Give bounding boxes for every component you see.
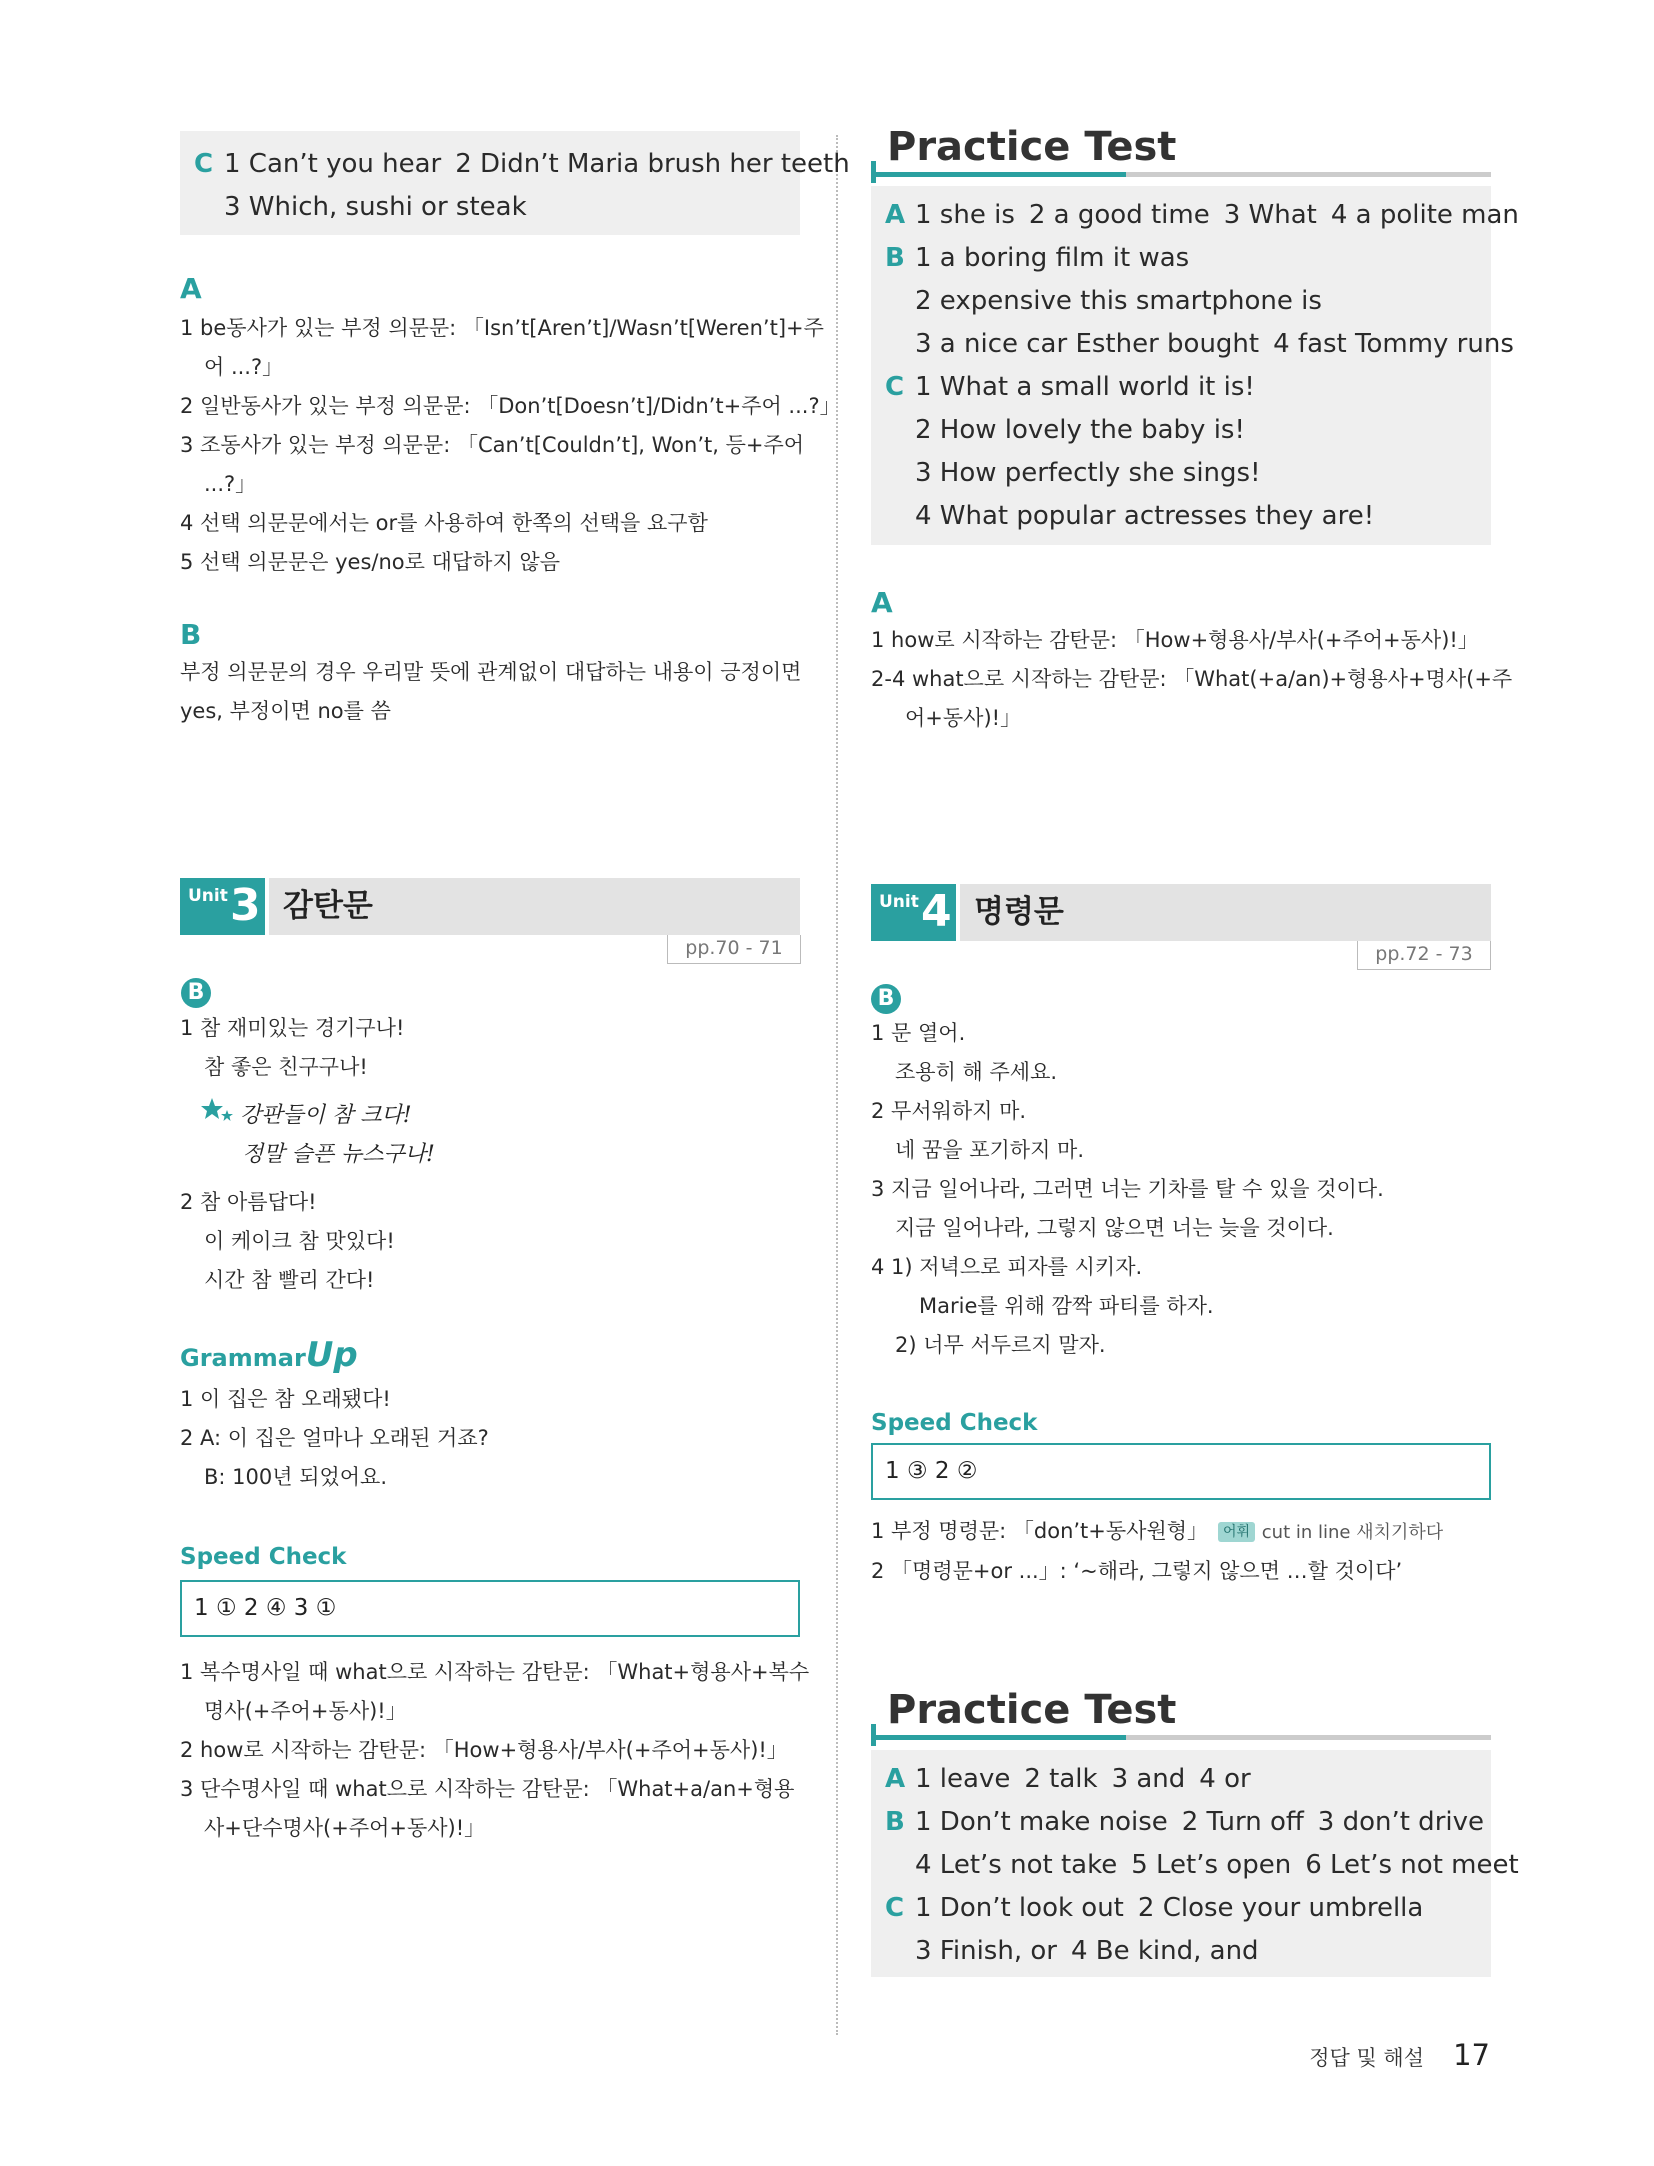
unit-page-range: pp.72 - 73	[1357, 941, 1491, 970]
grammar-up-suffix: Up	[305, 1335, 358, 1375]
vocab-tag: 어휘	[1218, 1522, 1255, 1542]
unit-title-bar	[269, 878, 800, 935]
unit-title: 감탄문	[283, 888, 373, 924]
answer-item: 3 What	[1223, 200, 1317, 230]
tip-line: 정말 슬픈 뉴스구나!	[242, 1142, 435, 1167]
explanation-line: 5 선택 의문문은 yes/no로 대답하지 않음	[180, 550, 560, 574]
explanation-line: 4 선택 의문문에서는 or를 사용하여 한쪽의 선택을 요구함	[180, 511, 708, 535]
explanation-line: 2-4 what으로 시작하는 감탄문: 「What(+a/an)+형용사+명사(+주	[871, 667, 1513, 691]
answer-label: A	[885, 200, 906, 230]
answer-row	[885, 323, 1514, 366]
translation-line: 2) 너무 서두르지 말자.	[895, 1333, 1106, 1357]
translation-line: 이 케이크 참 맛있다!	[204, 1229, 395, 1253]
unit-page-range: pp.70 - 71	[667, 935, 801, 964]
translation-line: B: 100년 되었어요.	[204, 1465, 388, 1489]
answer-item: 6 Let’s not meet	[1305, 1850, 1519, 1880]
unit-title: 명령문	[974, 894, 1064, 930]
answer-item: 3 How perfectly she sings!	[915, 458, 1261, 488]
unit-badge	[871, 884, 956, 941]
answer-row	[885, 237, 1491, 280]
heading-underline	[871, 172, 1491, 177]
section-letter: A	[871, 586, 893, 619]
answer-label: B	[885, 243, 905, 273]
unit-title-bar	[960, 884, 1491, 941]
answer-item: 2 Close your umbrella	[1137, 1893, 1424, 1923]
unit-4-header	[871, 884, 1491, 941]
answer-item: 4 fast Tommy runs	[1273, 329, 1514, 359]
explanation-line: 2 how로 시작하는 감탄문: 「How+형용사/부사(+주어+동사)!」	[180, 1738, 788, 1762]
page-number: 17	[1453, 2038, 1490, 2072]
answer-row	[885, 280, 1491, 323]
translation-line: 네 꿈을 포기하지 마.	[895, 1138, 1084, 1162]
explanation-text: 1 부정 명령문: 「don’t+동사원형」	[871, 1519, 1209, 1543]
section-b-badge: B	[181, 978, 211, 1008]
explanation-line: yes, 부정이면 no를 씀	[180, 699, 391, 723]
heading-underline	[871, 1735, 1491, 1740]
section-b-badge: B	[871, 984, 901, 1014]
answer-item: 2 a good time	[1028, 200, 1210, 230]
unit-number: 4	[921, 886, 952, 937]
answer-item: 4 a polite man	[1330, 200, 1519, 230]
answer-row	[885, 1930, 1491, 1973]
tip-lines	[240, 1096, 800, 1174]
answer-item: 4 Let’s not take	[915, 1850, 1118, 1880]
unit-badge	[180, 878, 265, 935]
explanation-a-section	[180, 272, 841, 582]
answer-row	[885, 495, 1491, 538]
answer-row	[885, 1844, 1519, 1887]
practice-test-2-heading	[871, 1688, 1491, 1740]
translation-line: Marie를 위해 깜짝 파티를 하자.	[919, 1294, 1214, 1318]
translation-line: 참 좋은 친구구나!	[204, 1055, 368, 1079]
answer-item: 2 expensive this smartphone is	[915, 286, 1322, 316]
unit-3-b-lines-2	[180, 1183, 800, 1300]
translation-line: 2 참 아름답다!	[180, 1190, 317, 1214]
answer-item: 1 Don’t look out	[915, 1893, 1124, 1923]
translation-line: 조용히 해 주세요.	[895, 1060, 1058, 1084]
explanation-b-section	[180, 618, 820, 731]
answer-item: 3 a nice car Esther bought	[915, 329, 1260, 359]
grammar-up-heading	[180, 1335, 358, 1375]
heading-tick	[871, 1724, 876, 1746]
unit-word: Unit	[188, 886, 228, 906]
answer-row	[885, 366, 1491, 409]
explanation-line: 어+동사)!」	[905, 706, 1022, 730]
answer-item: 3 and	[1111, 1764, 1186, 1794]
answer-item: 1 leave	[915, 1764, 1011, 1794]
answer-row	[885, 194, 1519, 237]
speed-check-explanations	[871, 1512, 1511, 1591]
answer-row	[885, 452, 1491, 495]
answer-label: C	[194, 149, 214, 179]
explanation-line: 3 단수명사일 때 what으로 시작하는 감탄문: 「What+a/an+형용	[180, 1777, 795, 1801]
answer-label: A	[885, 1764, 906, 1794]
translation-line: 4 1) 저녁으로 피자를 시키자.	[871, 1255, 1143, 1279]
translation-line: 3 지금 일어나라, 그러면 너는 기차를 탈 수 있을 것이다.	[871, 1177, 1384, 1201]
practice-test-2-answers	[871, 1750, 1519, 1977]
answer-item: 2 talk	[1024, 1764, 1098, 1794]
section-letter: B	[180, 618, 202, 651]
heading-tick	[871, 161, 876, 183]
answer-item: 3 Finish, or	[915, 1936, 1057, 1966]
answer-item: 3 don’t drive	[1317, 1807, 1484, 1837]
page-footer	[1309, 2038, 1490, 2072]
translation-line: 1 참 재미있는 경기구나!	[180, 1016, 405, 1040]
answer-item: 4 What popular actresses they are!	[915, 501, 1375, 531]
answer-item: 2 How lovely the baby is!	[915, 415, 1245, 445]
explanation-line: 3 조동사가 있는 부정 의문문: 「Can’t[Couldn’t], Won’t, 등+주어	[180, 433, 805, 457]
speed-check-label: Speed Check	[180, 1544, 347, 1570]
speed-check-label: Speed Check	[871, 1410, 1038, 1436]
answer-label: B	[885, 1807, 905, 1837]
explanation-line: 어 ...?」	[204, 355, 284, 379]
practice-test-title: Practice Test	[887, 1687, 1177, 1733]
explanation-line	[871, 1512, 1511, 1552]
answer-item: 2 Didn’t Maria brush her teeth	[455, 149, 850, 179]
translation-line: 1 문 열어.	[871, 1021, 966, 1045]
answer-item: 1 she is	[915, 200, 1015, 230]
answer-row	[194, 143, 850, 186]
answer-label: C	[885, 1893, 905, 1923]
unit-3-header	[180, 878, 800, 935]
answer-item: 5 Let’s open	[1131, 1850, 1292, 1880]
explanation-line: 2 「명령문+or ...」: ‘~해라, 그렇지 않으면 …할 것이다’	[871, 1559, 1403, 1583]
section-letter: A	[180, 272, 202, 305]
explanation-line: 1 how로 시작하는 감탄문: 「How+형용사/부사(+주어+동사)!」	[871, 628, 1479, 652]
grammar-up-word: Grammar	[180, 1344, 306, 1372]
answer-row	[194, 186, 800, 229]
speed-check-answer-box: 1 ① 2 ④ 3 ①	[180, 1580, 800, 1637]
explanation-line: 1 복수명사일 때 what으로 시작하는 감탄문: 「What+형용사+복수	[180, 1660, 810, 1684]
explanation-line: 1 be동사가 있는 부정 의문문: 「Isn’t[Aren’t]/Wasn’t[Weren’t]+주	[180, 316, 824, 340]
answer-item: 2 Turn off	[1181, 1807, 1304, 1837]
answer-row	[885, 1758, 1491, 1801]
explanation-line: 명사(+주어+동사)!」	[204, 1699, 407, 1723]
answer-row	[885, 1801, 1491, 1844]
answer-item: 1 a boring film it was	[915, 243, 1190, 273]
speed-check-explanations	[180, 1653, 820, 1848]
unit-number: 3	[230, 880, 261, 931]
translation-line: 2 A: 이 집은 얼마나 오래된 거죠?	[180, 1426, 489, 1450]
translation-line: 2 무서워하지 마.	[871, 1099, 1027, 1123]
column-divider	[836, 135, 838, 2035]
explanation-line: 부정 의문문의 경우 우리말 뜻에 관계없이 대답하는 내용이 긍정이면	[180, 660, 802, 684]
practice-test-1-heading	[871, 125, 1491, 177]
answer-item: 4 Be kind, and	[1070, 1936, 1259, 1966]
tip-star-icon	[200, 1096, 234, 1126]
answer-box-c	[180, 131, 850, 235]
practice-test-1-answers	[871, 186, 1519, 545]
answer-item: 3 Which, sushi or steak	[224, 192, 527, 222]
speed-check-answer-box: 1 ③ 2 ②	[871, 1443, 1491, 1500]
explanation-line: 2 일반동사가 있는 부정 의문문: 「Don’t[Doesn’t]/Didn’t+주어 ...?」	[180, 394, 841, 418]
practice-test-title: Practice Test	[887, 124, 1177, 170]
answer-row	[885, 1887, 1491, 1930]
unit-word: Unit	[879, 892, 919, 912]
unit-3-b-lines	[180, 1009, 800, 1087]
explanation-line: 사+단수명사(+주어+동사)!」	[204, 1816, 486, 1840]
answer-item: 1 Don’t make noise	[915, 1807, 1168, 1837]
answer-item: 1 Can’t you hear	[224, 149, 442, 179]
footer-label: 정답 및 해설	[1309, 2046, 1424, 2070]
practice-explanation-a	[871, 586, 1511, 738]
grammar-up-lines	[180, 1380, 800, 1497]
translation-line: 시간 참 빨리 간다!	[204, 1268, 375, 1292]
unit-4-b-lines	[871, 1014, 1491, 1365]
tip-line: 강판들이 참 크다!	[240, 1103, 412, 1128]
answer-item: 4 or	[1199, 1764, 1251, 1794]
translation-line: 1 이 집은 참 오래됐다!	[180, 1387, 391, 1411]
translation-line: 지금 일어나라, 그렇지 않으면 너는 늦을 것이다.	[895, 1216, 1334, 1240]
answer-row	[885, 409, 1491, 452]
explanation-line: ...?」	[204, 472, 257, 496]
answer-label: C	[885, 372, 905, 402]
answer-item: 1 What a small world it is!	[915, 372, 1255, 402]
vocab-text: cut in line 새치기하다	[1261, 1522, 1444, 1543]
